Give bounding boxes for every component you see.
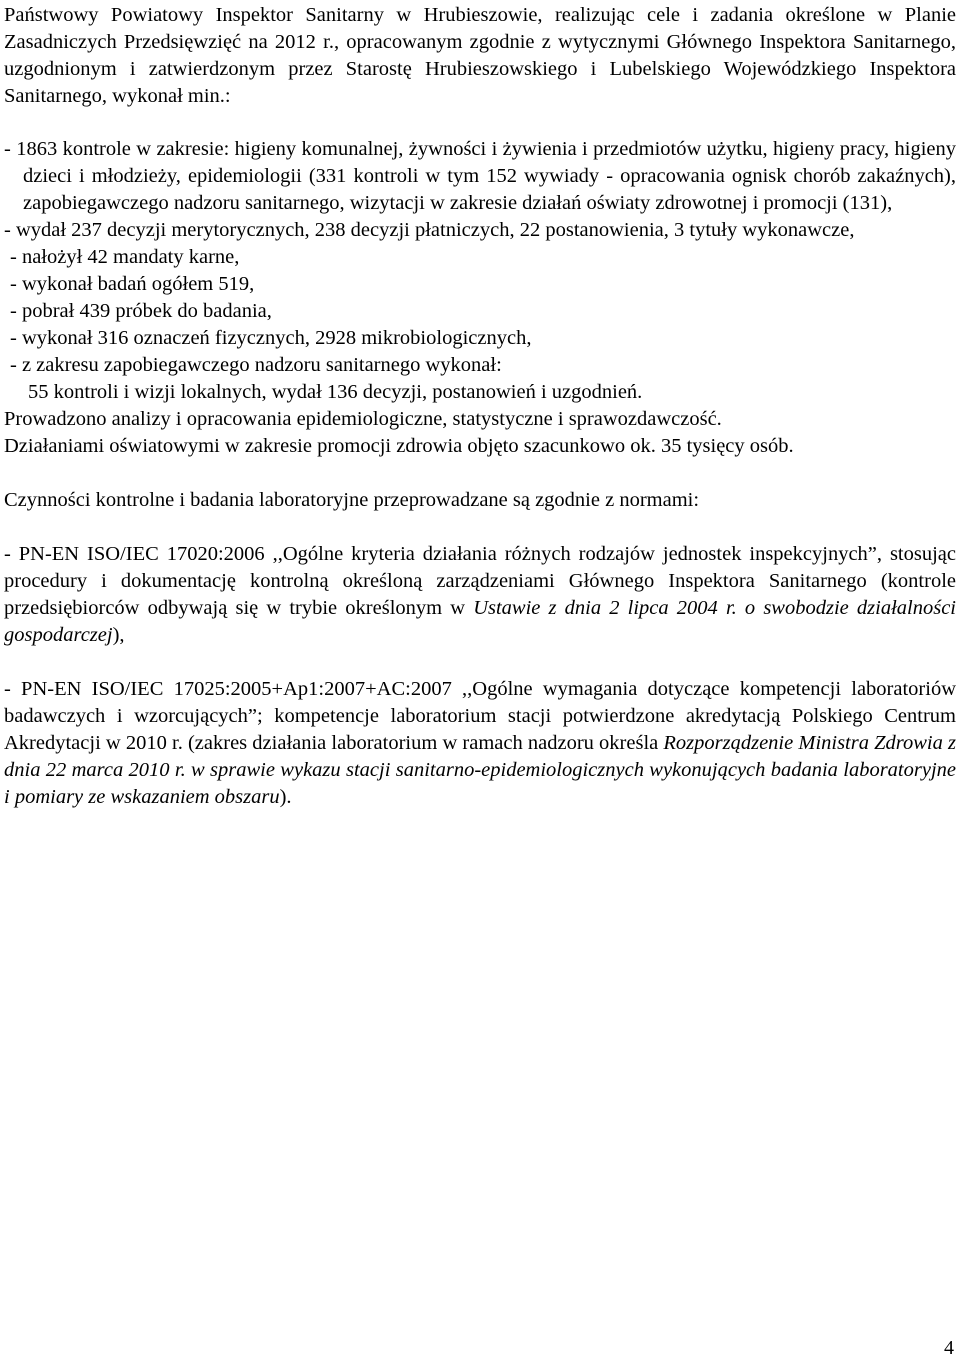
norm-17020-legal-reference: Ustawie z dnia 2 lipca 2004 r. o swobodzie działalności gospodarczej (4, 597, 956, 646)
norm-17025-closing: ). (279, 786, 292, 808)
list-item-decisions: - wydał 237 decyzji merytorycznych, 238 decyzji płatniczych, 22 postanowienia, 3 tytuły wykonawcze, (4, 219, 855, 241)
norm-17020-text: - PN-EN ISO/IEC 17020:2006 ,,Ogólne kryteria działania różnych rodzajów jednostek inspekcyjnych”, stosując procedury i dokumentację kontrolną określoną zarządzeniami Głównego Inspektora Sanitarnego (kontrole przedsiębiorców odbywają się w trybie określonym w (4, 543, 956, 619)
document-page (4, 2, 956, 811)
analyses-paragraph: Prowadzono analizy i opracowania epidemiologiczne, statystyczne i sprawozdawczość. (4, 408, 722, 430)
list-item-fines: - nałożył 42 mandaty karne, (10, 246, 240, 268)
norm-17020-paragraph (4, 541, 956, 649)
activities-list (4, 136, 956, 406)
list-item-determinations: - wykonał 316 oznaczeń fizycznych, 2928 mikrobiologicznych, (10, 327, 532, 349)
list-item-tests: - wykonał badań ogółem 519, (10, 273, 255, 295)
list-item-preventive-detail: 55 kontroli i wizji lokalnych, wydał 136 decyzji, postanowień i uzgodnień. (28, 381, 643, 403)
spacer (4, 514, 956, 541)
list-item-inspections: - 1863 kontrole w zakresie: higieny komunalnej, żywności i żywienia i przedmiotów użytku, higieny pracy, higieny dzieci i młodzieży, epidemiologii (331 kontroli w tym 152 wywiady - opracowania ognisk chorób zakaźnych), zapobiegawczego nadzoru sanitarnego, wizytacji w zakresie działań oświaty zdrowotnej i promocji (131), (4, 138, 956, 214)
norms-intro: Czynności kontrolne i badania laboratoryjne przeprowadzane są zgodnie z normami: (4, 489, 700, 511)
norm-17025-paragraph (4, 676, 956, 811)
spacer (4, 649, 956, 676)
list-item-preventive-supervision: - z zakresu zapobiegawczego nadzoru sanitarnego wykonał: (10, 354, 502, 376)
spacer (4, 460, 956, 487)
norm-17025-legal-reference: Rozporządzenie Ministra Zdrowia z dnia 22 marca 2010 r. w sprawie wykazu stacji sanitarno-epidemiologicznych wykonujących badania laboratoryjne i pomiary ze wskazaniem obszaru (4, 732, 956, 808)
list-item-samples: - pobrał 439 próbek do badania, (10, 300, 272, 322)
education-paragraph: Działaniami oświatowymi w zakresie promocji zdrowia objęto szacunkowo ok. 35 tysięcy osób. (4, 435, 794, 457)
norm-17020-closing: ), (112, 624, 125, 646)
spacer (4, 110, 956, 136)
page-number: 4 (944, 1337, 954, 1359)
intro-paragraph: Państwowy Powiatowy Inspektor Sanitarny w Hrubieszowie, realizując cele i zadania określone w Planie Zasadniczych Przedsięwzięć na 2012 r., opracowanym zgodnie z wytycznymi Głównego Inspektora Sanitarnego, uzgodnionym i zatwierdzonym przez Starostę Hrubieszowskiego i Lubelskiego Wojewódzkiego Inspektora Sanitarnego, wykonał min.: (4, 4, 956, 107)
norm-17025-text: - PN-EN ISO/IEC 17025:2005+Ap1:2007+AC:2007 ,,Ogólne wymagania dotyczące kompetencji laboratoriów badawczych i wzorcujących”; kompetencje laboratorium stacji potwierdzone akredytacją Polskiego Centrum Akredytacji w 2010 r. (zakres działania laboratorium w ramach nadzoru określa (4, 678, 956, 754)
